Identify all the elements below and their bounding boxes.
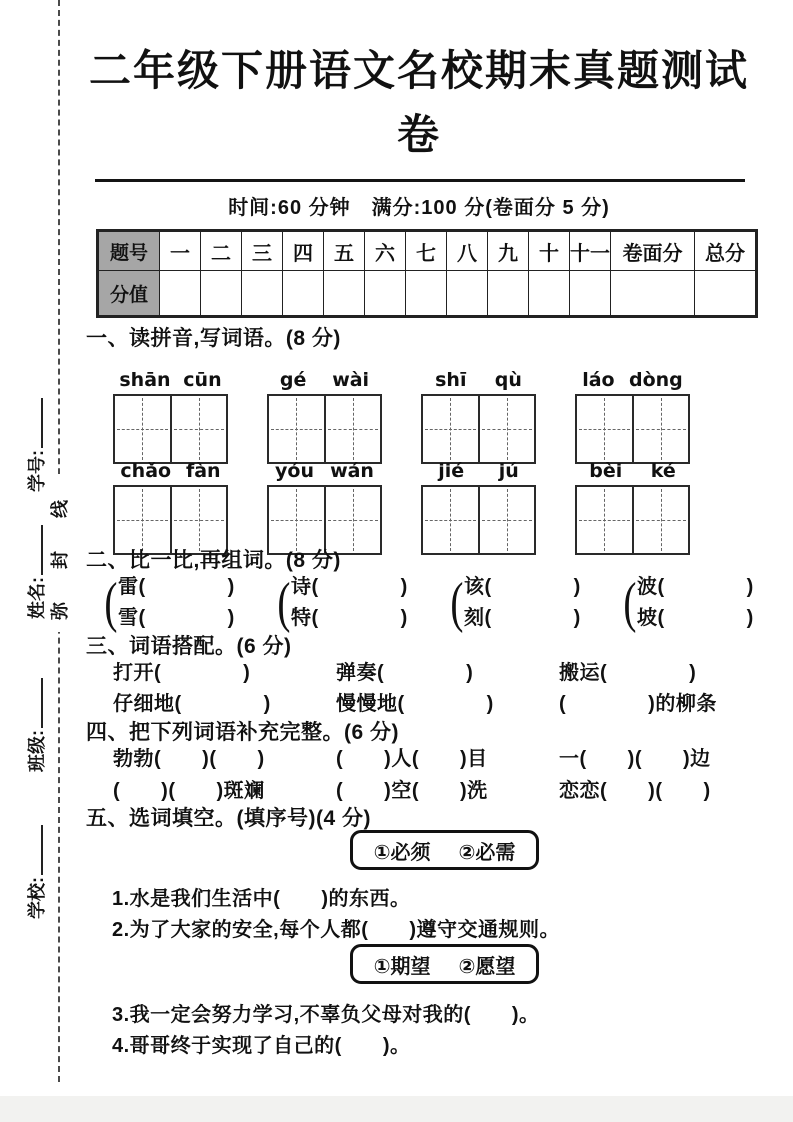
word-pair [448,572,621,634]
score-col-header: 九 [488,231,529,271]
completion-item: 恋恋( )( ) [559,780,711,802]
score-cell [611,271,695,317]
score-col-header: 七 [406,231,447,271]
score-cell [365,271,406,317]
pinyin-label: shī qù [435,369,522,391]
pinyin-group [421,362,536,464]
student-name-field [23,525,49,619]
pair-top: 雷( ) [118,576,235,598]
score-col-header: 卷面分 [611,231,695,271]
pair-bottom: 雪( ) [118,607,235,629]
school-blank [27,825,43,875]
student-id-field [23,398,49,492]
score-col-header: 八 [447,231,488,271]
grid-cell [478,487,535,553]
pair-brace: ( [277,572,291,634]
school-field [23,825,49,919]
word-pair [275,572,448,634]
pair-bottom: 刻( ) [464,607,581,629]
completion-item: 一( )( )边 [559,748,711,770]
pinyin-label: chǎo fàn [120,460,221,482]
completion-item: ( )( )斑斓 [113,780,265,802]
matching-row-1 [113,658,696,688]
score-col-header: 一 [160,231,201,271]
pinyin-row-2 [113,453,690,555]
question-3: 3.我一定会努力学习,不辜负父母对我的( )。 [112,1004,540,1026]
matching-item: ( )的柳条 [559,693,717,715]
matching-item: 仔细地( ) [113,693,271,715]
page-title: 二年级下册语文名校期末真题测试卷 [88,49,749,159]
pair-bottom: 特( ) [291,607,408,629]
question-2: 2.为了大家的安全,每个人都( )遵守交通规则。 [112,919,561,941]
pair-brace: ( [623,572,637,634]
score-cell [242,271,283,317]
pinyin-group [113,453,228,555]
matching-item: 弹奏( ) [336,662,474,684]
matching-row-2 [113,689,717,719]
class-field [23,678,49,772]
score-col-header: 总分 [695,231,757,271]
pair-top: 波( ) [637,576,754,598]
pinyin-group [575,453,690,555]
score-cell [324,271,365,317]
section-2-heading: 二、比一比,再组词。(8 分) [86,549,341,572]
section-3-heading: 三、词语搭配。(6 分) [86,635,292,658]
pair-bottom: 坡( ) [637,607,754,629]
pinyin-label: shān cūn [119,369,222,391]
student-id-label: 学号: [27,450,47,492]
pair-brace: ( [104,572,118,634]
student-id-blank [27,398,43,448]
grid-cell [632,487,689,553]
pinyin-group [421,453,536,555]
writing-grid [575,485,690,555]
score-col-header: 十 [529,231,570,271]
matching-item: 搬运( ) [559,662,697,684]
score-cell [529,271,570,317]
score-value-row [98,271,757,317]
completion-item: ( )空( )洗 [336,780,488,802]
score-col-header: 六 [365,231,406,271]
score-cell [695,271,757,317]
pinyin-group [113,362,228,464]
student-name-blank [27,525,43,575]
question-4: 4.哥哥终于实现了自己的( )。 [112,1035,411,1057]
word-bank-2 [350,944,539,984]
pinyin-label: láo dòng [582,369,683,391]
word-bank-option: ①期望 [373,955,431,978]
completion-item: 勃勃( )( ) [113,748,265,770]
student-name-label: 姓名: [27,577,47,619]
matching-item: 打开( ) [113,662,251,684]
score-cell [488,271,529,317]
section-1-heading: 一、读拼音,写词语。(8 分) [86,327,341,350]
school-label: 学校: [27,877,47,919]
score-cell [160,271,201,317]
class-blank [27,678,43,728]
score-cell [201,271,242,317]
pinyin-group [267,362,382,464]
pair-brace: ( [450,572,464,634]
completion-item: ( )人( )目 [336,748,488,770]
score-col-header: 五 [324,231,365,271]
scan-edge-shading [0,1096,793,1122]
exam-info-line: 时间:60 分钟 满分:100 分(卷面分 5 分) [228,197,610,219]
score-table-corner-2: 分值 [98,271,160,317]
question-number-row [98,231,757,271]
score-col-header: 三 [242,231,283,271]
pinyin-label: jié jú [438,460,519,482]
matching-item: 慢慢地( ) [336,693,494,715]
question-1: 1.水是我们生活中( )的东西。 [112,888,411,910]
score-table-corner-1: 题号 [98,231,160,271]
writing-grid [421,485,536,555]
pinyin-group [575,362,690,464]
score-cell [447,271,488,317]
grid-cell [577,487,632,553]
pinyin-label: yóu wán [275,460,374,482]
score-col-header: 二 [201,231,242,271]
word-bank-option: ①必须 [373,841,431,864]
pinyin-label: bèi ké [589,460,676,482]
word-bank-option: ②必需 [458,841,516,864]
word-pair [102,572,275,634]
word-bank-1 [350,830,539,870]
score-table [96,229,758,318]
completion-row-1 [113,744,711,774]
grid-cell [423,487,478,553]
score-cell [406,271,447,317]
score-cell [283,271,324,317]
word-pair [621,572,793,634]
pinyin-row-1 [113,362,690,464]
section-5-heading: 五、选词填空。(填序号)(4 分) [86,807,371,830]
section-4-heading: 四、把下列词语补充完整。(6 分) [86,721,399,744]
score-cell [570,271,611,317]
pinyin-label: gé wài [279,369,370,391]
pinyin-group [267,453,382,555]
word-pairs-row [102,572,793,634]
class-label: 班级: [27,730,47,772]
pair-top: 该( ) [464,576,581,598]
score-col-header: 四 [283,231,324,271]
word-bank-option: ②愿望 [458,955,516,978]
title-divider [95,179,745,182]
seal-line-label: 弥 封 线 [46,474,72,632]
score-col-header: 十一 [570,231,611,271]
pair-top: 诗( ) [291,576,408,598]
